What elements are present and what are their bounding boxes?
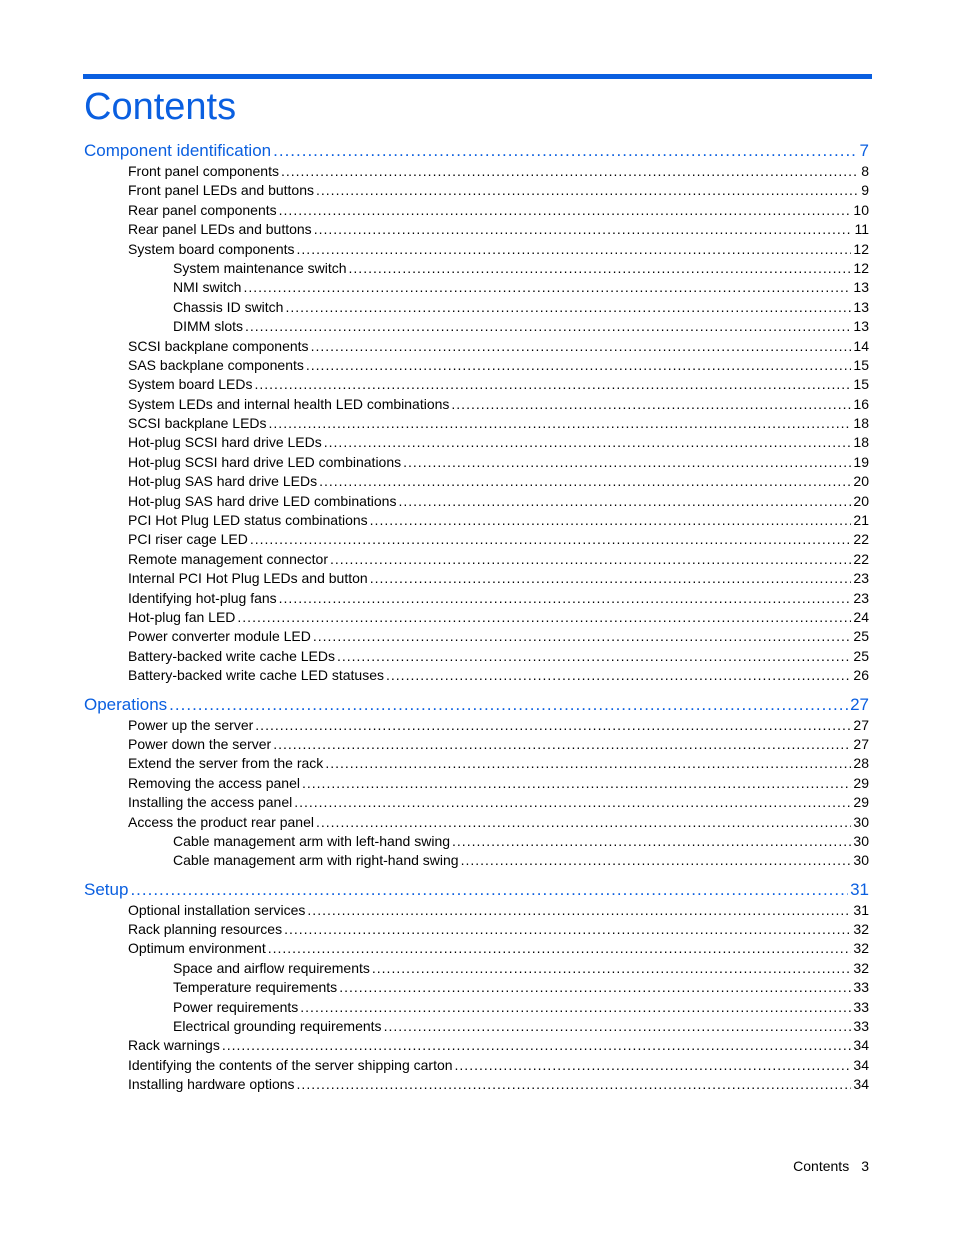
toc-section-entry[interactable]: [84, 774, 869, 793]
toc-dot-leader: [372, 959, 852, 978]
toc-entry-page: 7: [859, 141, 869, 160]
toc-section-entry[interactable]: [84, 220, 869, 239]
toc-dot-leader: [455, 1056, 852, 1075]
toc-section-entry[interactable]: [84, 317, 869, 336]
toc-entry-title: Extend the server from the rack: [128, 755, 324, 772]
toc-entry-title: System board LEDs: [128, 376, 253, 393]
toc-dot-leader: [300, 998, 851, 1017]
toc-entry-page: 25: [853, 647, 869, 664]
toc-section-entry[interactable]: [84, 901, 869, 920]
toc-dot-leader: [273, 140, 857, 162]
toc-entry-page: 29: [853, 794, 869, 811]
footer-label: Contents: [793, 1158, 850, 1174]
toc-entry-title: SAS backplane components: [128, 356, 304, 373]
toc-entry-title: SCSI backplane components: [128, 337, 309, 354]
toc-entry-title: Cable management arm with right-hand swing: [173, 852, 459, 869]
page-footer: [793, 1158, 869, 1174]
toc-entry-page: 25: [853, 628, 869, 645]
toc-entry-page: 26: [853, 667, 869, 684]
toc-entry-title: Chassis ID switch: [173, 298, 284, 315]
toc-dot-leader: [281, 162, 859, 181]
toc-entry-page: 24: [853, 608, 869, 625]
toc-dot-leader: [311, 337, 852, 356]
toc-dot-leader: [269, 414, 852, 433]
toc-dot-leader: [337, 647, 851, 666]
toc-entry-title: Access the product rear panel: [128, 813, 314, 830]
toc-entry-title: Identifying the contents of the server shipping carton: [128, 1056, 453, 1073]
toc-section-entry[interactable]: [84, 240, 869, 259]
toc-section-entry[interactable]: [84, 472, 869, 491]
toc-dot-leader: [284, 920, 851, 939]
toc-dot-leader: [243, 278, 851, 297]
toc-entry-title: Remote management connector: [128, 550, 328, 567]
toc-entry-title: Front panel components: [128, 163, 279, 179]
toc-dot-leader: [294, 793, 851, 812]
toc-section-entry[interactable]: [84, 920, 869, 939]
toc-section-entry[interactable]: [84, 959, 869, 978]
toc-entry-title: Hot-plug SCSI hard drive LED combinations: [128, 453, 402, 470]
toc-dot-leader: [316, 813, 851, 832]
toc-entry-title: Optional installation services: [128, 901, 306, 918]
toc-dot-leader: [279, 589, 852, 608]
toc-section-entry[interactable]: [84, 832, 869, 851]
toc-dot-leader: [403, 453, 851, 472]
toc-section-entry[interactable]: [84, 1056, 869, 1075]
toc-section-entry[interactable]: [84, 939, 869, 958]
toc-dot-leader: [325, 754, 851, 773]
toc-entry-title: System LEDs and internal health LED combinations: [128, 395, 450, 412]
toc-entry-title: Temperature requirements: [173, 979, 338, 996]
toc-dot-leader: [316, 181, 859, 200]
toc-entry-page: 13: [853, 279, 869, 296]
toc-dot-leader: [279, 201, 852, 220]
toc-dot-leader: [370, 511, 852, 530]
toc-entry-page: 22: [853, 531, 869, 548]
toc-entry-page: 13: [853, 298, 869, 315]
toc-section-entry[interactable]: [84, 162, 869, 181]
toc-chapter-entry[interactable]: [84, 694, 869, 716]
toc-dot-leader: [297, 1075, 852, 1094]
toc-entry-page: 32: [853, 959, 869, 976]
toc-chapter-entry[interactable]: [84, 140, 869, 162]
toc-entry-title: Rack warnings: [128, 1037, 220, 1054]
toc-section-entry[interactable]: [84, 1075, 869, 1094]
toc-dot-leader: [237, 608, 851, 627]
toc-section-entry[interactable]: [84, 453, 869, 472]
toc-entry-page: 34: [853, 1056, 869, 1073]
toc-entry-page: 30: [853, 852, 869, 869]
toc-entry-page: 33: [853, 998, 869, 1015]
toc-entry-page: 27: [853, 735, 869, 752]
toc-entry-title: Front panel LEDs and buttons: [128, 182, 315, 199]
toc-dot-leader: [255, 716, 851, 735]
toc-section-entry[interactable]: [84, 550, 869, 569]
toc-dot-leader: [370, 569, 852, 588]
toc-entry-page: 29: [853, 774, 869, 791]
toc-section-entry[interactable]: [84, 851, 869, 870]
toc-dot-leader: [314, 220, 853, 239]
toc-entry-title: Rear panel components: [128, 201, 277, 218]
toc-section-entry[interactable]: [84, 716, 869, 735]
toc-dot-leader: [250, 530, 852, 549]
toc-section-entry[interactable]: [84, 735, 869, 754]
toc-entry-title: Power requirements: [173, 998, 299, 1015]
toc-dot-leader: [255, 375, 852, 394]
toc-entry-title: Identifying hot-plug fans: [128, 589, 277, 606]
toc-entry-title: Power down the server: [128, 735, 272, 752]
toc-entry-page: 33: [853, 979, 869, 996]
toc-section-entry[interactable]: [84, 647, 869, 666]
toc-section-entry[interactable]: [84, 754, 869, 773]
toc-entry-page: 14: [853, 337, 869, 354]
toc-entry-title: Hot-plug SCSI hard drive LEDs: [128, 434, 322, 451]
toc-dot-leader: [330, 550, 851, 569]
toc-section-entry[interactable]: [84, 627, 869, 646]
toc-section-entry[interactable]: [84, 259, 869, 278]
toc-dot-leader: [461, 851, 852, 870]
toc-entry-page: 9: [861, 182, 869, 199]
toc-entry-title: Rear panel LEDs and buttons: [128, 221, 312, 238]
toc-dot-leader: [268, 939, 852, 958]
footer-page-number: 3: [861, 1158, 869, 1174]
toc-entry-page: 33: [853, 1018, 869, 1035]
toc-entry-title: Battery-backed write cache LEDs: [128, 647, 335, 664]
toc-entry-title: Installing hardware options: [128, 1076, 295, 1093]
toc-dot-leader: [398, 492, 851, 511]
toc-entry-page: 27: [850, 694, 869, 714]
toc-entry-page: 19: [853, 453, 869, 470]
toc-entry-page: 28: [853, 755, 869, 772]
toc-dot-leader: [384, 1017, 852, 1036]
toc-entry-title: Operations: [84, 694, 168, 714]
toc-section-entry[interactable]: [84, 337, 869, 356]
toc-dot-leader: [130, 879, 848, 901]
toc-entry-page: 15: [853, 356, 869, 373]
toc-section-entry[interactable]: [84, 793, 869, 812]
toc-section-entry[interactable]: [84, 298, 869, 317]
toc-chapter-entry[interactable]: [84, 879, 869, 901]
toc-entry-page: 34: [853, 1076, 869, 1093]
toc-entry-title: DIMM slots: [173, 318, 243, 335]
toc-section-entry[interactable]: [84, 978, 869, 997]
toc-section-entry[interactable]: [84, 511, 869, 530]
toc-section-entry[interactable]: [84, 201, 869, 220]
toc-entry-page: 30: [853, 813, 869, 830]
toc-dot-leader: [452, 832, 851, 851]
toc-entry-page: 32: [853, 921, 869, 938]
toc-entry-title: System maintenance switch: [173, 259, 347, 276]
toc-dot-leader: [339, 978, 851, 997]
toc-dot-leader: [451, 395, 851, 414]
toc-entry-page: 23: [853, 589, 869, 606]
toc-section-entry[interactable]: [84, 666, 869, 685]
toc-entry-page: 30: [853, 832, 869, 849]
toc-entry-title: Setup: [84, 879, 129, 899]
toc-section-entry[interactable]: [84, 492, 869, 511]
toc-entry-page: 8: [861, 163, 869, 179]
toc-entry-title: Removing the access panel: [128, 774, 300, 791]
toc-dot-leader: [319, 472, 851, 491]
toc-section-entry[interactable]: [84, 375, 869, 394]
toc-entry-page: 18: [853, 434, 869, 451]
toc-dot-leader: [297, 240, 852, 259]
toc-entry-title: Hot-plug SAS hard drive LED combinations: [128, 492, 397, 509]
toc-section-entry[interactable]: [84, 530, 869, 549]
toc-entry-title: Installing the access panel: [128, 794, 293, 811]
toc-section-entry[interactable]: [84, 278, 869, 297]
toc-entry-title: Space and airflow requirements: [173, 959, 370, 976]
toc-entry-title: Power up the server: [128, 716, 254, 733]
title-rule: [83, 74, 872, 79]
page-title: Contents: [84, 86, 237, 128]
toc-entry-title: Component identification: [84, 141, 272, 160]
toc-section-entry[interactable]: [84, 181, 869, 200]
toc-entry-page: 31: [850, 879, 869, 899]
toc-dot-leader: [285, 298, 851, 317]
toc-entry-title: Internal PCI Hot Plug LEDs and button: [128, 570, 368, 587]
toc-section-entry[interactable]: [84, 813, 869, 832]
toc-entry-page: 10: [853, 201, 869, 218]
toc-entry-title: Power converter module LED: [128, 628, 311, 645]
toc-dot-leader: [313, 627, 852, 646]
toc-section-entry[interactable]: [84, 414, 869, 433]
toc-entry-title: PCI Hot Plug LED status combinations: [128, 512, 368, 529]
toc-entry-page: 22: [853, 550, 869, 567]
toc-entry-page: 12: [853, 259, 869, 276]
toc-entry-page: 23: [853, 570, 869, 587]
toc-section-entry[interactable]: [84, 608, 869, 627]
toc-section-entry[interactable]: [84, 569, 869, 588]
toc-entry-title: Rack planning resources: [128, 921, 283, 938]
toc-entry-page: 32: [853, 940, 869, 957]
toc-section-entry[interactable]: [84, 356, 869, 375]
toc-dot-leader: [169, 694, 848, 716]
toc-dot-leader: [273, 735, 851, 754]
toc-entry-page: 31: [853, 901, 869, 918]
toc-entry-page: 11: [854, 221, 869, 238]
toc-section-entry[interactable]: [84, 998, 869, 1017]
toc-entry-page: 15: [853, 376, 869, 393]
toc-entry-page: 18: [853, 415, 869, 432]
toc-entry-title: System board components: [128, 240, 295, 257]
toc-entry-page: 20: [853, 473, 869, 490]
toc-section-entry[interactable]: [84, 1036, 869, 1055]
toc-entry-page: 21: [853, 512, 869, 529]
toc-section-entry[interactable]: [84, 395, 869, 414]
toc-entry-page: 34: [853, 1037, 869, 1054]
table-of-contents: [84, 140, 869, 1095]
toc-entry-title: PCI riser cage LED: [128, 531, 248, 548]
toc-entry-page: 20: [853, 492, 869, 509]
toc-dot-leader: [386, 666, 851, 685]
toc-section-entry[interactable]: [84, 433, 869, 452]
toc-section-entry[interactable]: [84, 589, 869, 608]
toc-entry-title: Cable management arm with left-hand swing: [173, 832, 451, 849]
toc-section-entry[interactable]: [84, 1017, 869, 1036]
toc-entry-title: Optimum environment: [128, 940, 266, 957]
toc-dot-leader: [245, 317, 851, 336]
toc-dot-leader: [324, 433, 852, 452]
toc-entry-title: Battery-backed write cache LED statuses: [128, 667, 385, 684]
toc-entry-page: 27: [853, 716, 869, 733]
toc-entry-title: Electrical grounding requirements: [173, 1018, 382, 1035]
toc-dot-leader: [307, 901, 851, 920]
toc-entry-title: NMI switch: [173, 279, 242, 296]
toc-dot-leader: [302, 774, 851, 793]
toc-entry-page: 13: [853, 318, 869, 335]
toc-entry-title: SCSI backplane LEDs: [128, 415, 267, 432]
toc-entry-page: 12: [853, 240, 869, 257]
toc-dot-leader: [349, 259, 852, 278]
toc-dot-leader: [222, 1036, 852, 1055]
toc-entry-title: Hot-plug SAS hard drive LEDs: [128, 473, 318, 490]
toc-entry-page: 16: [853, 395, 869, 412]
toc-dot-leader: [306, 356, 852, 375]
toc-entry-title: Hot-plug fan LED: [128, 608, 236, 625]
